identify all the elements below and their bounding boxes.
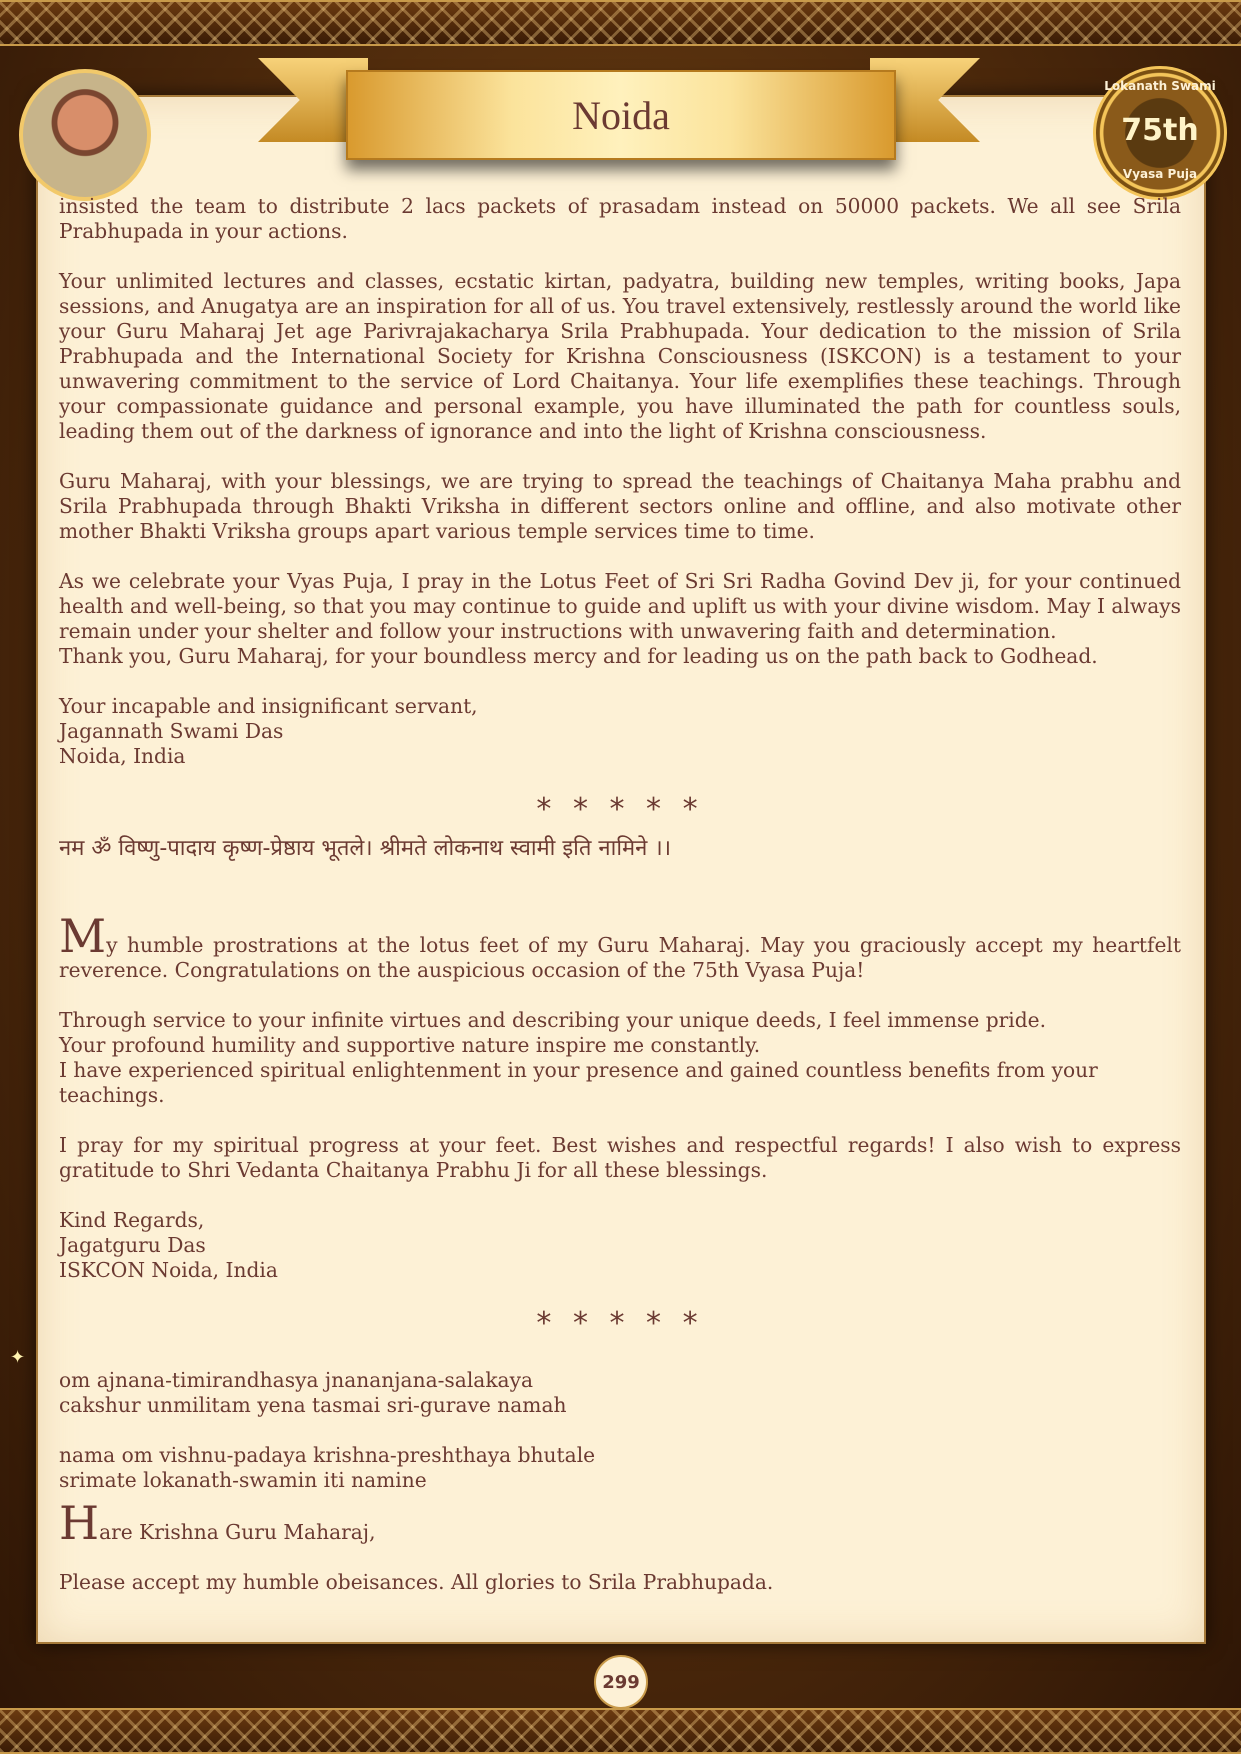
- page-title: Noida: [572, 92, 670, 138]
- guru-portrait-avatar: [19, 69, 151, 201]
- letter2-line-1: Through service to your infinite virtues and describing your unique deeds, I feel immense pride.: [59, 1008, 1047, 1032]
- letter1-sign-line-2: Jagannath Swami Das: [59, 719, 284, 743]
- seal-bottom-text: Vyasa Puja: [1122, 167, 1198, 181]
- banner-ribbon: [346, 70, 896, 160]
- top-decorative-border: [0, 0, 1241, 46]
- letter1-paragraph-3: Guru Maharaj, with your blessings, we are trying to spread the teachings of Chaitanya Maha prabhu and Srila Prabhupada through Bhakti Vriksha in different sectors online and offline, and also motivate other mother Bhakti Vriksha groups apart various temple services time to time.: [59, 469, 1181, 543]
- seal-number: 75th: [1121, 113, 1199, 148]
- mantra-line-4: srimate lokanath-swamin iti namine: [59, 1468, 427, 1492]
- bottom-decorative-border: [0, 1708, 1241, 1754]
- letter2-line-3: I have experienced spiritual enlightenment in your presence and gained countless benefits from your teachings.: [59, 1058, 1098, 1107]
- letter1-paragraph-5: Thank you, Guru Maharaj, for your boundless mercy and for leading us on the path back to Godhead.: [59, 644, 1098, 668]
- vyasa-puja-75th-seal: [1093, 66, 1227, 200]
- letter1-paragraph-2: Your unlimited lectures and classes, ecstatic kirtan, padyatra, building new temples, writing books, Japa sessions, and Anugatya are an inspiration for all of us. You travel extensively, restlessly around the world like your Guru Maharaj Jet age Parivrajakacharya Srila Prabhupada. Your dedication to the mission of Srila Prabhupada and the International Society for Krishna Consciousness (ISKCON) is a testament to your unwavering commitment to the service of Lord Chaitanya. Your life exemplifies these teachings. Through your compassionate guidance and personal example, you have illuminated the path for countless souls, leading them out of the darkness of ignorance and into the light of Krishna consciousness.: [59, 269, 1181, 443]
- letter2-paragraph-1-text: y humble prostrations at the lotus feet of my Guru Maharaj. May you graciously accept my heartfelt reverence. Congratulations on the auspicious occasion of the 75th Vyasa Puja!: [59, 933, 1181, 982]
- letter1-signature: [59, 694, 1181, 769]
- letter2-sign-line-1: Kind Regards,: [59, 1208, 205, 1232]
- letter2-line-2: Your profound humility and supportive nature inspire me constantly.: [59, 1033, 761, 1057]
- mantra-line-1: om ajnana-timirandhasya jnananjana-salakaya: [59, 1368, 534, 1392]
- letter1-paragraph-4: As we celebrate your Vyas Puja, I pray in the Lotus Feet of Sri Sri Radha Govind Dev ji, for your continued health and well-being, so that you may continue to guide and uplift us with your divine wisdom. May I always remain under your shelter and follow your instructions with unwavering faith and determination.: [59, 569, 1181, 643]
- separator-stars-1: * * * * *: [536, 792, 704, 827]
- letter3-greeting: [59, 1496, 1181, 1550]
- letter2-paragraph-2: [59, 1008, 1181, 1108]
- title-banner: [258, 50, 980, 170]
- separator-stars-2: * * * * *: [536, 1306, 704, 1341]
- letter2-paragraph-1: [59, 909, 1181, 983]
- letter2-paragraph-3: I pray for my spiritual progress at your feet. Best wishes and respectful regards! I also wish to express gratitude to Shri Vedanta Chaitanya Prabhu Ji for all these blessings.: [59, 1133, 1181, 1182]
- hindi-mantra: नम ॐ विष्णु-पादाय कृष्ण-प्रेष्ठाय भूतले। श्रीमते लोकनाथ स्वामी इति नामिने ।।: [59, 836, 672, 861]
- letter2-sign-line-2: Jagatguru Das: [59, 1233, 206, 1257]
- dropcap-letter: M: [59, 909, 107, 963]
- letter3-greeting-text: are Krishna Guru Maharaj,: [99, 1520, 376, 1544]
- letter3-mantra-2: [59, 1443, 1181, 1493]
- seal-top-text: Lokanath Swami: [1104, 79, 1216, 93]
- letters-content: [59, 194, 1181, 1620]
- letter1-paragraph-1: insisted the team to distribute 2 lacs packets of prasadam instead on 50000 packets. We all see Srila Prabhupada in your actions.: [59, 194, 1181, 243]
- letter3-mantra-1: [59, 1368, 1181, 1418]
- mantra-line-3: nama om vishnu-padaya krishna-preshthaya bhutale: [59, 1443, 596, 1467]
- mantra-line-2: cakshur unmilitam yena tasmai sri-gurave namah: [59, 1393, 567, 1417]
- letter3-paragraph-1: Please accept my humble obeisances. All glories to Srila Prabhupada.: [59, 1570, 774, 1594]
- letter1-sign-line-3: Noida, India: [59, 744, 186, 768]
- page-number: 299: [594, 1655, 648, 1709]
- letter2-sign-line-3: ISKCON Noida, India: [59, 1258, 278, 1282]
- letter1-sign-line-1: Your incapable and insignificant servant,: [59, 694, 478, 718]
- letter2-signature: [59, 1208, 1181, 1283]
- dropcap-letter: H: [59, 1496, 100, 1550]
- sparkle-icon: ✦: [10, 1347, 26, 1368]
